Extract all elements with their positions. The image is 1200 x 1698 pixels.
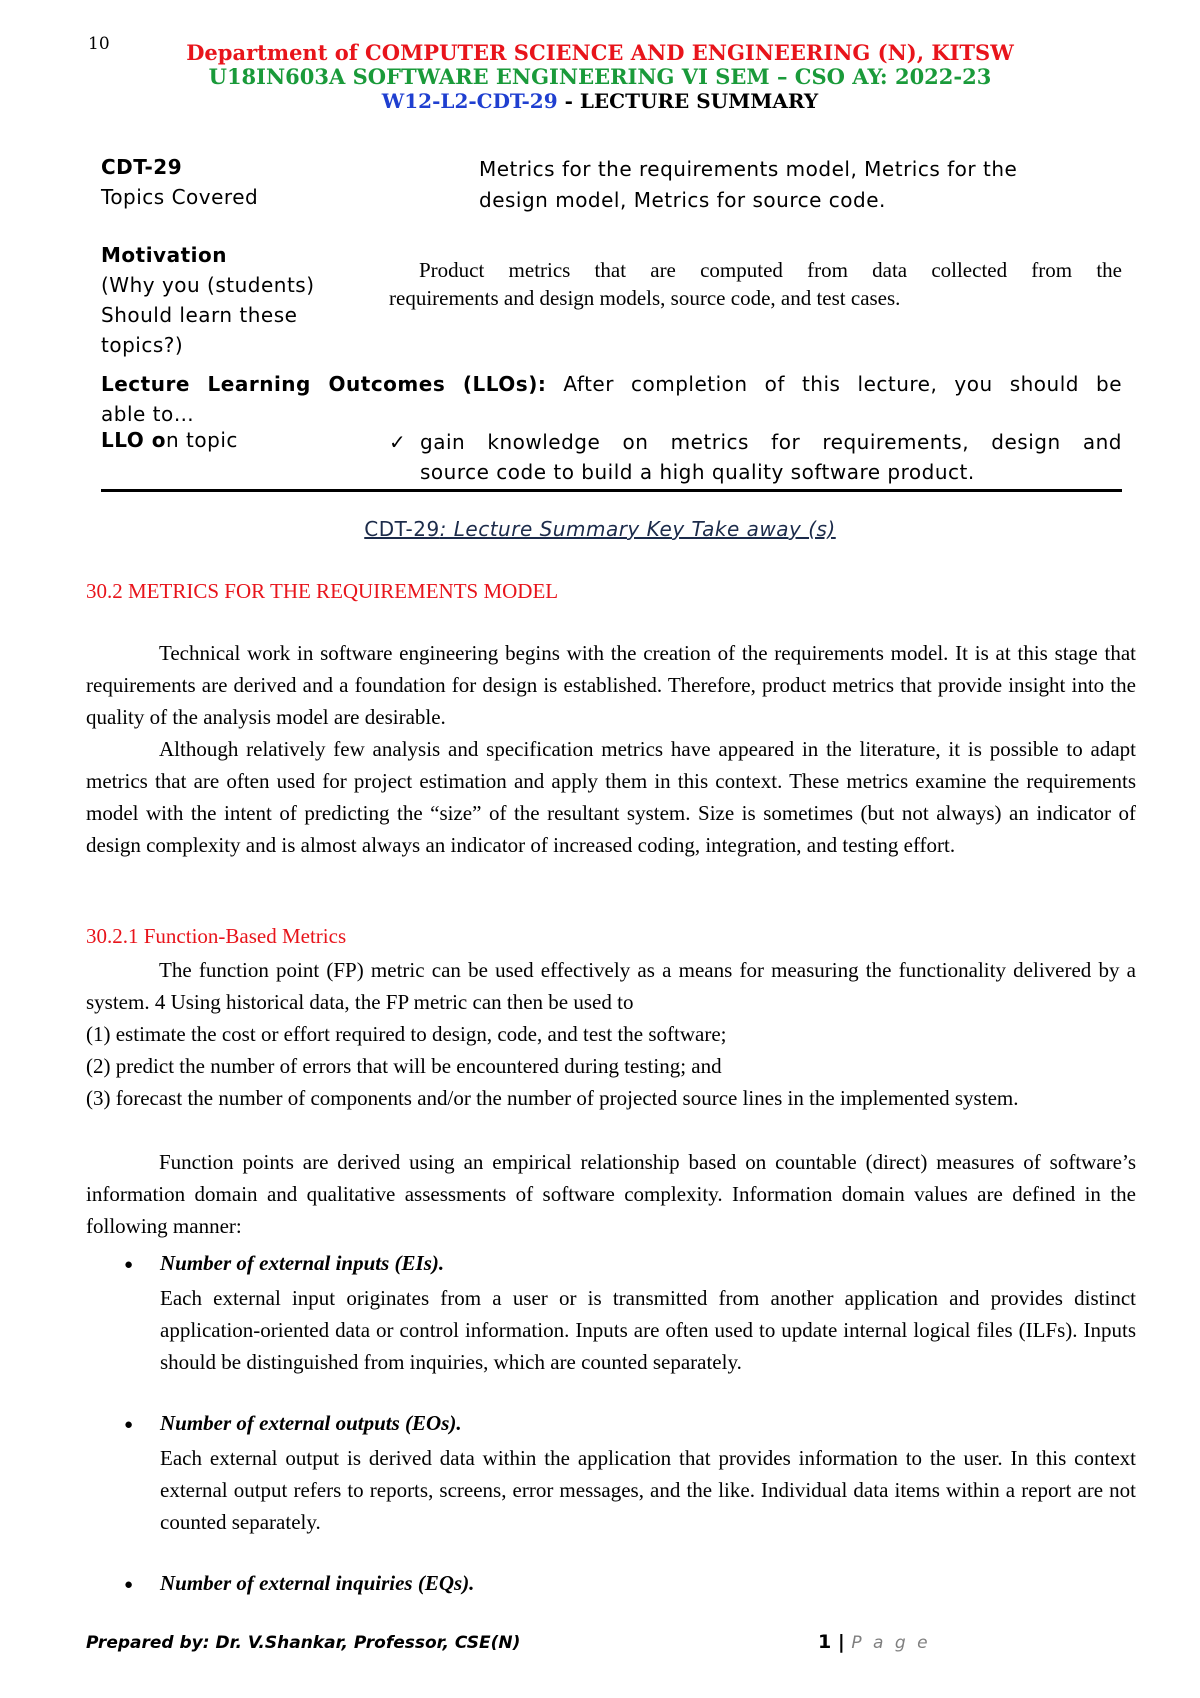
lecture-title [0, 89, 1200, 113]
footer-page [818, 1631, 931, 1653]
lecture-code: W12-L2-CDT-29 [381, 89, 558, 113]
footer-separator: | [831, 1631, 852, 1653]
bullet-icon: ● [124, 1417, 134, 1433]
motivation-question-1: (Why you (students) [101, 273, 315, 297]
paragraph-function-2: Function points are derived using an empirical relationship based on countable (direct) measures of software’s information domain and qualitative assessments of software complexity. Information domain values are defined in the following manner: [86, 1150, 1136, 1238]
divider-rule [101, 489, 1122, 492]
bullet-title-inquiries: Number of external inquiries (EQs). [160, 1571, 475, 1595]
topics-label: Topics Covered [101, 185, 259, 209]
motivation-question-3: topics?) [101, 333, 184, 357]
llo-intro-2: able to… [101, 402, 195, 426]
check-icon: ✓ [389, 430, 407, 454]
llo-topic-label-c: n [166, 428, 180, 452]
paragraph-function-1: The function point (FP) metric can be used effectively as a means for measuring the functionality delivered by a system. 4 Using historical data, the FP metric can then be used to [86, 958, 1136, 1014]
lecture-suffix: - LECTURE SUMMARY [557, 89, 819, 113]
page-number-top: 10 [88, 34, 110, 54]
summary-title-text: : Lecture Summary Key Take away (s) [439, 517, 836, 541]
summary-title [0, 517, 1200, 541]
bullet-body-inputs: Each external input originates from a user or is transmitted from another application and provides distinct application-oriented data or control information. Inputs are often used to update internal logical files (ILFs). Inputs should be distinguished from inquiries, which are counted separately. [160, 1286, 1136, 1374]
function-item-2: (2) predict the number of errors that will be encountered during testing; and [86, 1054, 722, 1078]
llo-topic-label-b: o [151, 428, 166, 452]
llo-topic-label [101, 428, 238, 452]
bullet-body-outputs: Each external output is derived data within the application that provides information to the user. In this context external output refers to reports, screens, error messages, and the like. Individual data items within a report are not counted separately. [160, 1446, 1136, 1534]
llo-heading-line [101, 372, 1122, 396]
motivation-line-1: Product metrics that are computed from data collected from the [419, 258, 1122, 282]
section-title-requirements: 30.2 METRICS FOR THE REQUIREMENTS MODEL [86, 579, 559, 603]
llo-line-1: gain knowledge on metrics for requirements, design and [420, 430, 1122, 454]
footer-page-word: P a g e [851, 1633, 931, 1653]
bullet-title-outputs: Number of external outputs (EOs). [160, 1411, 462, 1435]
llo-heading: Lecture Learning Outcomes (LLOs): [101, 372, 547, 396]
bullet-icon: ● [124, 1257, 134, 1273]
cdt-label: CDT-29 [101, 155, 183, 179]
llo-topic-label-a: LLO [101, 428, 152, 452]
topics-line-2: design model, Metrics for source code. [479, 188, 886, 212]
summary-title-code: CDT-29 [364, 517, 440, 541]
bullet-icon: ● [124, 1577, 134, 1593]
motivation-line-2: requirements and design models, source code, and test cases. [389, 286, 901, 310]
llo-topic-label-d: topic [179, 428, 238, 452]
course-title: U18IN603A SOFTWARE ENGINEERING VI SEM – CSO AY: 2022-23 [208, 64, 992, 89]
footer-prepared-by: Prepared by: Dr. V.Shankar, Professor, CSE(N) [86, 1633, 521, 1653]
paragraph-requirements-2: Although relatively few analysis and specification metrics have appeared in the literature, it is possible to adapt metrics that are often used for project estimation and apply them in this context. These metrics examine the requirements model with the intent of predicting the “size” of the resultant system. Size is sometimes (but not always) an indicator of design complexity and is almost always an indicator of increased coding, integration, and testing effort. [86, 737, 1136, 857]
bullet-title-inputs: Number of external inputs (EIs). [160, 1251, 445, 1275]
llo-intro: After completion of this lecture, you should be [563, 372, 1123, 396]
function-item-3: (3) forecast the number of components and/or the number of projected source lines in the implemented system. [86, 1086, 1019, 1110]
section-title-function-metrics: 30.2.1 Function-Based Metrics [86, 924, 347, 948]
llo-line-2: source code to build a high quality software product. [420, 460, 975, 484]
motivation-question-2: Should learn these [101, 303, 298, 327]
footer-page-number: 1 [818, 1631, 832, 1653]
paragraph-requirements-1: Technical work in software engineering begins with the creation of the requirements model. It is at this stage that requirements are derived and a foundation for design is established. Therefore, product metrics that provide insight into the quality of the analysis model are desirable. [86, 641, 1136, 729]
topics-line-1: Metrics for the requirements model, Metrics for the [479, 157, 1018, 181]
department-title: Department of COMPUTER SCIENCE AND ENGINEERING (N), KITSW [186, 40, 1014, 65]
motivation-label: Motivation [101, 243, 227, 267]
function-item-1: (1) estimate the cost or effort required to design, code, and test the software; [86, 1022, 727, 1046]
